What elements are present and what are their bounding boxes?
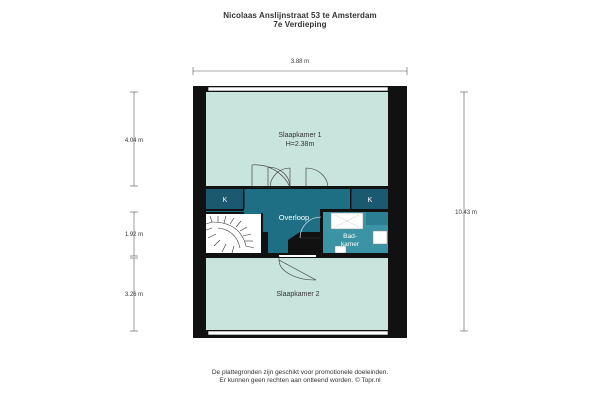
- width-dimension: [193, 59, 407, 75]
- total-height-dimension: [455, 92, 477, 331]
- window-top: [208, 87, 388, 91]
- bathroom-label-2: kamer: [340, 241, 360, 248]
- window-bottom: [208, 331, 388, 335]
- bedroom-1-height: H=2.38m: [285, 141, 315, 148]
- bedroom-2-label: Slaapkamer 2: [276, 291, 320, 298]
- disclaimer-line-1: De plattegronden zijn geschikt voor promotionele doeleinden.: [211, 369, 389, 376]
- closet-right-label: K: [367, 197, 373, 204]
- left-dim-bottom-label: 3.26 m: [124, 292, 144, 298]
- disclaimer-line-2: Er kunnen geen rechten aan ontleend worden. © Topr.nl: [219, 377, 381, 384]
- bathroom-niche: [366, 212, 388, 225]
- total-height-label: 10.43 m: [455, 210, 477, 216]
- floor-title: 7e Verdieping: [273, 20, 327, 29]
- bedroom-1: [206, 92, 388, 186]
- width-dimension-label: 3.88 m: [290, 59, 310, 65]
- bathroom-label-1: Bad-: [343, 233, 357, 240]
- address-title: Nicolaas Anslijnstraat 53 te Amsterdam: [223, 11, 377, 20]
- left-dim-mid-label: 1.92 m: [124, 232, 144, 238]
- closet-left-label: K: [222, 197, 228, 204]
- left-dimensions: [125, 92, 143, 331]
- landing-label: Overloop: [278, 213, 310, 222]
- bedroom-1-label: Slaapkamer 1: [278, 132, 322, 139]
- washbasin: [373, 231, 387, 244]
- left-dim-top-label: 4.04 m: [124, 138, 144, 144]
